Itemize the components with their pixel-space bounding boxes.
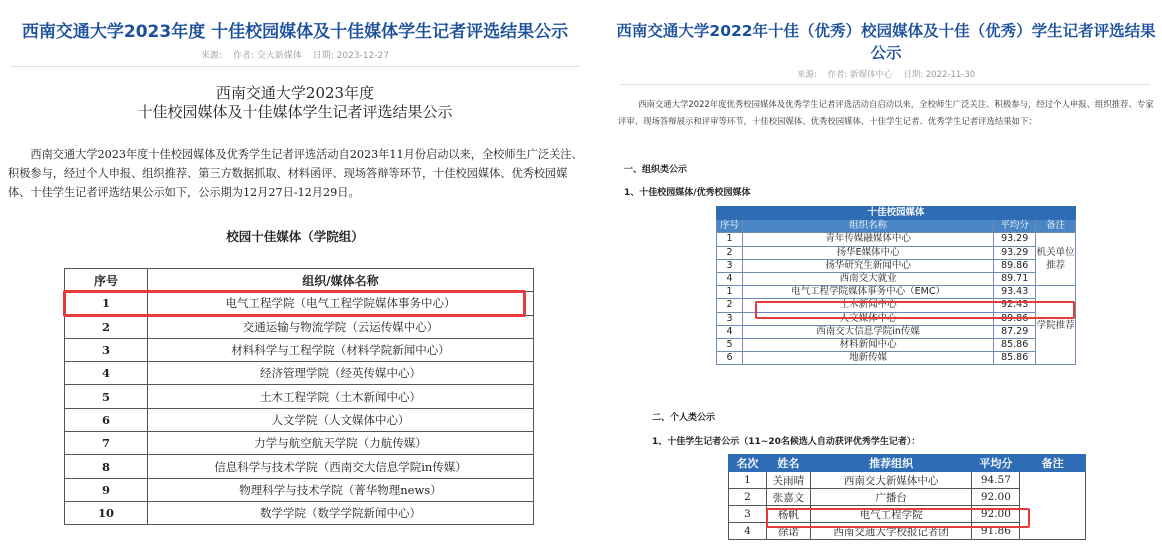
reporter-col-org: 推荐组织 xyxy=(810,455,972,472)
row-name: 材料科学与工程学院（材料学院新闻中心） xyxy=(148,338,534,361)
table-row xyxy=(65,478,534,501)
media-col-note: 备注 xyxy=(1036,220,1076,233)
row-name: 张嘉文 xyxy=(766,489,810,506)
table-row xyxy=(717,286,1076,299)
col-header-name: 组织/媒体名称 xyxy=(148,269,534,292)
right-article-meta xyxy=(610,68,1162,80)
left-divider xyxy=(10,66,580,67)
row-score: 93.43 xyxy=(994,286,1036,299)
row-index: 6 xyxy=(65,408,148,431)
media-table-header-row xyxy=(717,220,1076,233)
reporter-table-header-row xyxy=(729,455,1086,472)
table-row xyxy=(65,432,534,455)
row-score: 94.57 xyxy=(972,472,1020,489)
row-org: 西南交通大学校报记者团 xyxy=(810,523,972,540)
row-score: 85.86 xyxy=(994,338,1036,351)
right-meta-date: 日期: 2022-11-30 xyxy=(903,70,976,80)
left-body-paragraph: 西南交通大学2023年度十佳校园媒体及优秀学生记者评选活动自2023年11月份启动以来，全校师生广泛关注、积极参与，经过个人申报、组织推荐、第三方数据抓取、材料函评、现场答辩等环节，十佳校园媒体、优秀校园媒体、十佳学生记者评选结果公示如下，公示期为12月27日-12月29日。 xyxy=(8,148,583,199)
table-row xyxy=(717,299,1076,312)
row-name: 材料新闻中心 xyxy=(742,338,993,351)
left-heading-line1: 西南交通大学2023年度 xyxy=(215,84,375,102)
row-name: 电气工程学院（电气工程学院媒体事务中心） xyxy=(148,292,534,315)
table-row xyxy=(717,352,1076,365)
row-note: 机关单位推荐 xyxy=(1036,233,1076,286)
media-col-index: 序号 xyxy=(717,220,743,233)
row-name: 青年传媒融媒体中心 xyxy=(742,233,993,246)
row-name: 地新传媒 xyxy=(742,352,993,365)
table-row xyxy=(65,338,534,361)
row-index: 1 xyxy=(717,233,743,246)
row-score: 89.86 xyxy=(994,312,1036,325)
row-name: 人文媒体中心 xyxy=(742,312,993,325)
col-header-index: 序号 xyxy=(65,269,148,292)
table-row xyxy=(717,312,1076,325)
left-table-subheading: 校园十佳媒体（学院组） xyxy=(226,229,364,244)
row-score: 85.86 xyxy=(994,352,1036,365)
row-index: 7 xyxy=(65,432,148,455)
right-article xyxy=(610,0,1162,557)
table-row xyxy=(717,246,1076,259)
row-name: 杨帆 xyxy=(766,506,810,523)
row-org: 西南交大新媒体中心 xyxy=(810,472,972,489)
left-article-title: 西南交通大学2023年度 十佳校园媒体及十佳媒体学生记者评选结果公示 xyxy=(21,22,569,42)
row-score: 89.71 xyxy=(994,272,1036,285)
row-index: 2 xyxy=(717,299,743,312)
row-name: 扬华E媒体中心 xyxy=(742,246,993,259)
left-article-meta xyxy=(0,48,590,61)
right-meta-author: 作者: 新媒体中心 xyxy=(827,70,893,80)
row-index: 2 xyxy=(717,246,743,259)
row-index: 1 xyxy=(65,292,148,315)
row-index: 4 xyxy=(717,272,743,285)
row-name: 土木新闻中心 xyxy=(742,299,993,312)
row-index: 1 xyxy=(717,286,743,299)
media-table-caption: 十佳校园媒体 xyxy=(717,207,1076,220)
left-media-table xyxy=(64,268,534,525)
right-meta-source: 来源: xyxy=(796,70,817,80)
row-index: 3 xyxy=(717,259,743,272)
table-row xyxy=(65,385,534,408)
right-media-table xyxy=(716,206,1076,365)
right-section-1-heading: 一、组织类公示 xyxy=(624,165,688,175)
table-row xyxy=(717,272,1076,285)
row-score: 93.29 xyxy=(994,246,1036,259)
row-index: 3 xyxy=(717,312,743,325)
row-rank: 3 xyxy=(729,506,767,523)
row-score: 89.86 xyxy=(994,259,1036,272)
media-col-score: 平均分 xyxy=(994,220,1036,233)
left-heading-line2: 十佳校园媒体及十佳媒体学生记者评选结果公示 xyxy=(137,103,453,121)
row-org: 广播台 xyxy=(810,489,972,506)
left-meta-source: 来源: xyxy=(201,51,223,61)
media-col-name: 组织名称 xyxy=(742,220,993,233)
table-row xyxy=(717,259,1076,272)
reporter-col-name: 姓名 xyxy=(766,455,810,472)
row-name: 西南交大就业 xyxy=(742,272,993,285)
reporter-col-rank: 名次 xyxy=(729,455,767,472)
row-score: 92.43 xyxy=(994,299,1036,312)
row-name: 扬华研究生新闻中心 xyxy=(742,259,993,272)
row-note: 学院推荐 xyxy=(1036,286,1076,365)
row-score: 87.29 xyxy=(994,325,1036,338)
table-row xyxy=(729,472,1086,489)
right-section-1-1-heading: 1、十佳校园媒体/优秀校园媒体 xyxy=(624,188,751,198)
table-row xyxy=(65,315,534,338)
row-name: 人文学院（人文媒体中心） xyxy=(148,408,534,431)
row-index: 2 xyxy=(65,315,148,338)
table-row xyxy=(717,325,1076,338)
table-row xyxy=(717,338,1076,351)
row-note xyxy=(1020,472,1086,540)
row-name: 力学与航空航天学院（力航传媒） xyxy=(148,432,534,455)
row-name: 电气工程学院媒体事务中心（EMC） xyxy=(742,286,993,299)
row-index: 4 xyxy=(717,325,743,338)
left-meta-date: 日期: 2023-12-27 xyxy=(312,51,389,61)
row-name: 交通运输与物流学院（云运传媒中心） xyxy=(148,315,534,338)
row-name: 徐诺 xyxy=(766,523,810,540)
right-divider xyxy=(620,84,1150,85)
row-score: 92.00 xyxy=(972,489,1020,506)
right-reporter-table xyxy=(728,454,1086,540)
row-rank: 1 xyxy=(729,472,767,489)
right-section-2-1-heading: 1、十佳学生记者公示（11~20名候选人自动获评优秀学生记者）： xyxy=(652,437,921,447)
row-rank: 2 xyxy=(729,489,767,506)
table-row xyxy=(717,233,1076,246)
row-org: 电气工程学院 xyxy=(810,506,972,523)
row-name: 信息科学与技术学院（西南交大信息学院in传媒） xyxy=(148,455,534,478)
row-index: 9 xyxy=(65,478,148,501)
reporter-col-score: 平均分 xyxy=(972,455,1020,472)
row-rank: 4 xyxy=(729,523,767,540)
row-index: 6 xyxy=(717,352,743,365)
left-meta-author: 作者: 交大新媒体 xyxy=(232,51,302,61)
row-index: 3 xyxy=(65,338,148,361)
row-name: 土木工程学院（土木新闻中心） xyxy=(148,385,534,408)
row-index: 5 xyxy=(65,385,148,408)
row-score: 92.00 xyxy=(972,506,1020,523)
row-name: 数学学院（数学学院新闻中心） xyxy=(148,501,534,524)
right-article-title: 西南交通大学2022年十佳（优秀）校园媒体及十佳（优秀）学生记者评选结果公示 xyxy=(616,22,1156,62)
row-index: 4 xyxy=(65,362,148,385)
table-row xyxy=(65,408,534,431)
row-name: 物理科学与技术学院（菁华物理news） xyxy=(148,478,534,501)
row-index: 8 xyxy=(65,455,148,478)
row-score: 91.86 xyxy=(972,523,1020,540)
right-section-2-heading: 二、个人类公示 xyxy=(652,413,716,423)
right-body-paragraph: 西南交通大学2022年度优秀校园媒体及优秀学生记者评选活动自启动以来，全校师生广泛关注、积极参与，经过个人申报、组织推荐、专家评审、现场答辩展示和评审等环节，十佳校园媒体、优秀校园媒体、十佳学生记者、优秀学生记者评选结果如下： xyxy=(618,99,1154,126)
row-name: 西南交大信息学院in传媒 xyxy=(742,325,993,338)
table-header-row xyxy=(65,269,534,292)
row-index: 5 xyxy=(717,338,743,351)
row-score: 93.29 xyxy=(994,233,1036,246)
table-row xyxy=(65,455,534,478)
reporter-col-note: 备注 xyxy=(1020,455,1086,472)
row-name: 经济管理学院（经英传媒中心） xyxy=(148,362,534,385)
row-index: 10 xyxy=(65,501,148,524)
table-row xyxy=(65,501,534,524)
row-name: 关雨晴 xyxy=(766,472,810,489)
table-row xyxy=(65,362,534,385)
table-row xyxy=(65,292,534,315)
